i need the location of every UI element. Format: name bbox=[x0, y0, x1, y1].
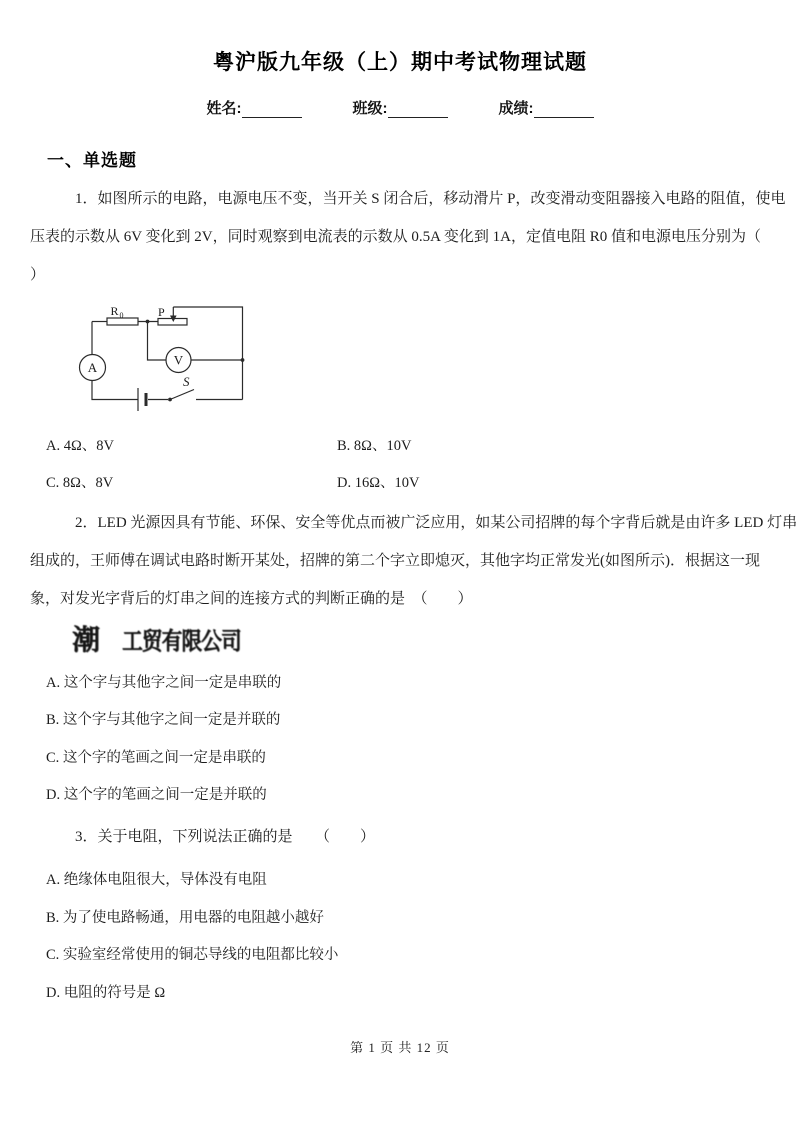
q2-option-b: B. 这个字与其他字之间一定是并联的 bbox=[46, 712, 281, 728]
q3-text-line1: 3．关于电阻，下列说法正确的是 （ ） bbox=[75, 829, 376, 845]
name-blank-line bbox=[242, 103, 302, 118]
q1-option-c: C. 8Ω、8V bbox=[46, 475, 114, 491]
sign-first-character: 潮 bbox=[72, 624, 101, 655]
junction-dot-right bbox=[241, 358, 245, 362]
q2-option-c: C. 这个字的笔画之间一定是串联的 bbox=[46, 750, 266, 766]
q2-text-line3: 象，对发光字背后的灯串之间的连接方式的判断正确的是 （ ） bbox=[30, 591, 473, 607]
wire-left-lower bbox=[92, 381, 138, 400]
slider-label: P bbox=[158, 305, 165, 319]
name-label: 姓名: bbox=[206, 100, 242, 117]
q2-text-line1: 2．LED 光源因具有节能、环保、安全等优点而被广泛应用，如某公司招牌的每个字背后就是由许多 LED 灯串 bbox=[75, 515, 798, 531]
page-title: 粤沪版九年级（上）期中考试物理试题 bbox=[213, 51, 587, 74]
q1-option-a: A. 4Ω、8V bbox=[46, 438, 114, 454]
score-label: 成绩: bbox=[498, 100, 534, 117]
ammeter-label: A bbox=[87, 360, 98, 375]
resistor-subscript: 0 bbox=[119, 311, 124, 320]
wire-junction-to-voltmeter bbox=[148, 322, 167, 361]
score-field bbox=[499, 97, 594, 118]
circuit-diagram bbox=[70, 292, 320, 432]
switch-blade bbox=[170, 390, 194, 400]
q1-text-line3: ） bbox=[30, 267, 46, 283]
q1-option-d: D. 16Ω、10V bbox=[337, 475, 420, 491]
score-blank-line bbox=[534, 103, 594, 118]
q3-option-a: A. 绝缘体电阻很大，导体没有电阻 bbox=[46, 872, 267, 888]
resistor-label: R bbox=[110, 304, 119, 318]
class-label: 班级: bbox=[352, 100, 388, 117]
q1-option-b: B. 8Ω、10V bbox=[337, 438, 412, 454]
section-heading: 一、单选题 bbox=[47, 151, 137, 170]
voltmeter-label: V bbox=[173, 352, 184, 368]
switch-label: S bbox=[183, 374, 190, 389]
sign-remaining-characters: 工贸有限公司 bbox=[122, 627, 241, 655]
name-field bbox=[207, 97, 302, 118]
q1-text-line2: 压表的示数从 6V 变化到 2V，同时观察到电流表的示数从 0.5A 变化到 1A，定值电阻 R0 值和电源电压分别为（ bbox=[30, 229, 761, 245]
class-blank-line bbox=[388, 103, 448, 118]
company-sign-image bbox=[72, 619, 260, 657]
class-field bbox=[353, 97, 448, 118]
q3-option-c: C. 实验室经常使用的铜芯导线的电阻都比较小 bbox=[46, 947, 339, 963]
q2-text-line2: 组成的，王师傅在调试电路时断开某处，招牌的第二个字立即熄灭，其他字均正常发光(如图所示)．根据这一现 bbox=[30, 553, 760, 569]
q3-option-b: B. 为了使电路畅通，用电器的电阻越小越好 bbox=[46, 910, 324, 926]
q2-option-a: A. 这个字与其他字之间一定是串联的 bbox=[46, 675, 282, 691]
q2-option-d: D. 这个字的笔画之间一定是并联的 bbox=[46, 787, 267, 803]
junction-dot-top bbox=[146, 320, 150, 324]
q1-text-line1: 1．如图所示的电路，电源电压不变，当开关 S 闭合后，移动滑片 P，改变滑动变阻器接入电路的阻值，使电 bbox=[75, 191, 786, 207]
page-number-footer: 第 1 页 共 12 页 bbox=[350, 1040, 450, 1055]
q3-option-d: D. 电阻的符号是 Ω bbox=[46, 985, 166, 1001]
student-fields bbox=[0, 97, 800, 118]
